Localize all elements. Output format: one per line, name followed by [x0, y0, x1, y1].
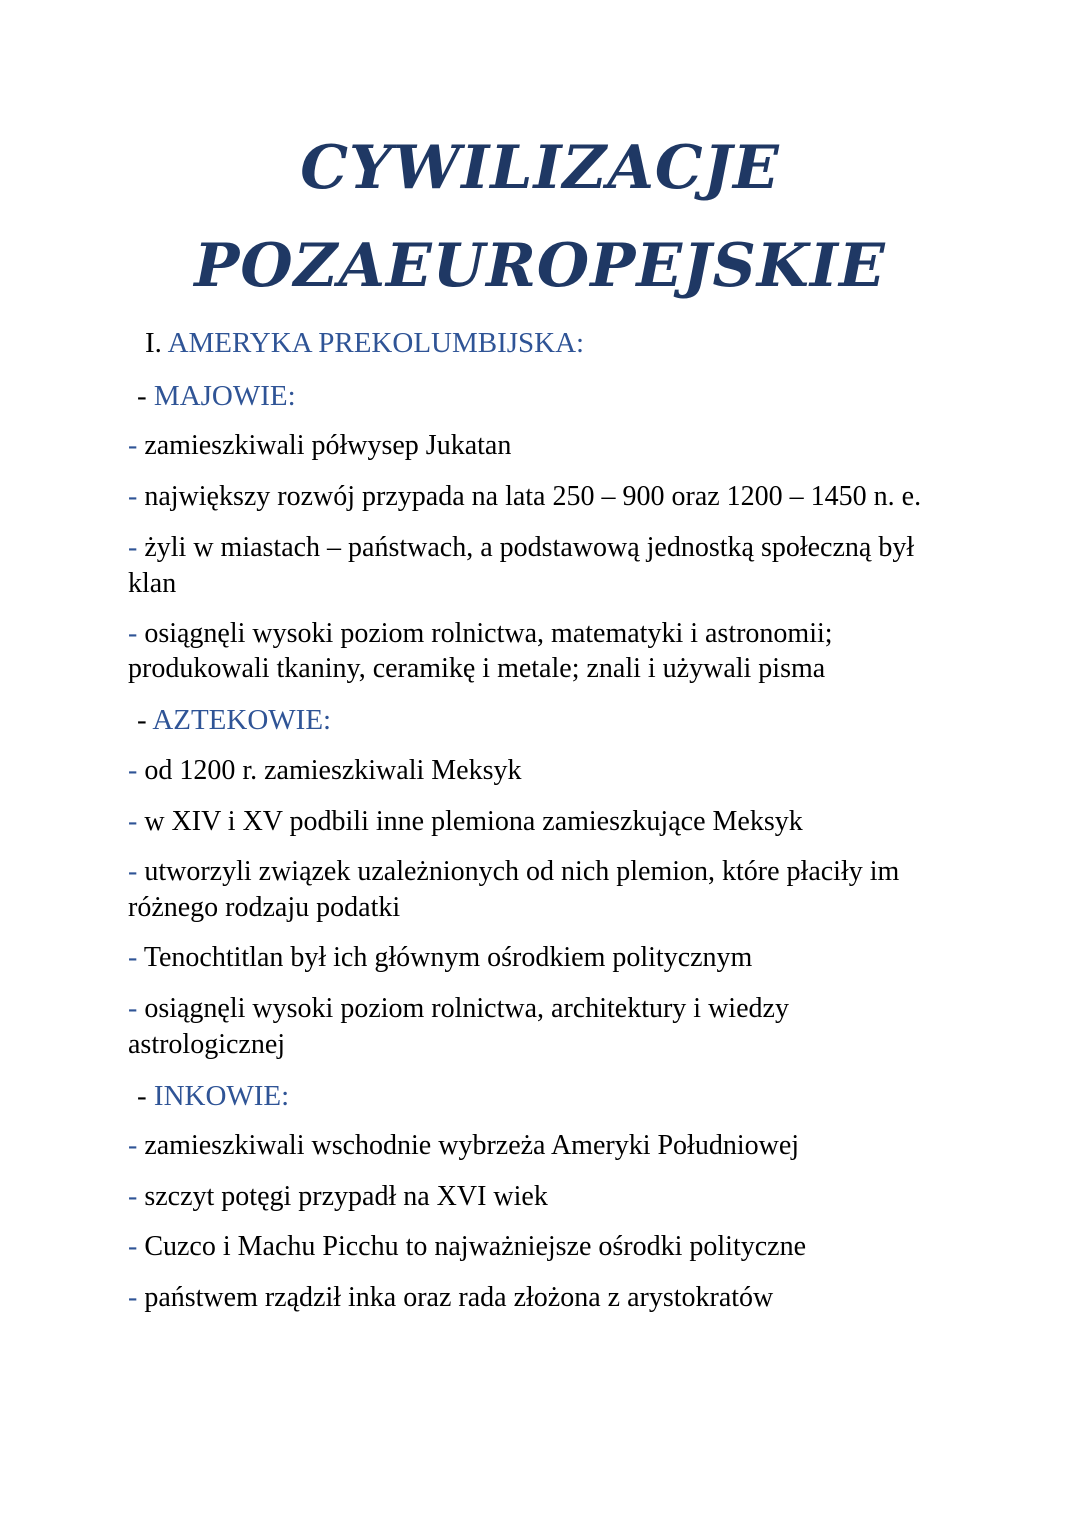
bullet-text: klan [128, 568, 177, 599]
bullet-text: zamieszkiwali półwysep Jukatan [144, 430, 512, 461]
bullet-item [128, 479, 921, 515]
bullet-item [128, 1128, 799, 1164]
bullet-text: Cuzco i Machu Picchu to najważniejsze ośrodki polityczne [144, 1231, 807, 1262]
section-heading [145, 325, 584, 361]
bullet-dash: - [128, 481, 145, 512]
bullet-item [128, 940, 752, 976]
bullet-item [128, 616, 833, 652]
bullet-text: produkowali tkaniny, ceramikę i metale; znali i używali pisma [128, 653, 826, 684]
bullet-item [128, 804, 803, 840]
bullet-item [128, 753, 521, 789]
bullet-item-continuation [128, 651, 825, 687]
bullet-item [128, 428, 511, 464]
bullet-dash: - [128, 942, 144, 973]
bullet-item [128, 1229, 806, 1265]
bullet-text: od 1200 r. zamieszkiwali Meksyk [144, 755, 522, 786]
bullet-item [128, 991, 789, 1027]
group-heading: - MAJOWIE: [137, 380, 296, 412]
bullet-text: astrologicznej [128, 1029, 286, 1060]
bullet-dash: - [128, 532, 145, 563]
bullet-item [128, 1280, 773, 1316]
group-heading-text: MAJOWIE: [153, 380, 296, 412]
group-heading-text: INKOWIE: [153, 1080, 290, 1112]
bullet-dash: - [128, 1282, 145, 1313]
bullet-dash: - [128, 618, 145, 649]
group-heading: - INKOWIE: [137, 1080, 290, 1112]
bullet-item [128, 854, 899, 890]
group-heading-text: AZTEKOWIE: [152, 704, 332, 736]
bullet-item [128, 530, 914, 566]
bullet-text: szczyt potęgi przypadł na XVI wiek [144, 1181, 548, 1212]
bullet-dash: - [128, 1231, 145, 1262]
bullet-text: osiągnęli wysoki poziom rolnictwa, architektury i wiedzy [144, 993, 789, 1024]
group-heading: - AZTEKOWIE: [137, 704, 332, 736]
bullet-text: różnego rodzaju podatki [128, 892, 401, 923]
bullet-text: największy rozwój przypada na lata 250 – 900 oraz 1200 – 1450 n. e. [144, 481, 922, 512]
bullet-dash: - [128, 856, 145, 887]
bullet-text: utworzyli związek uzależnionych od nich plemion, które płaciły im [144, 856, 900, 887]
document-title-line-2: POZAEUROPEJSKIE [194, 231, 886, 301]
section-number: I. [145, 327, 162, 359]
bullet-dash: - [128, 430, 145, 461]
bullet-dash: - [128, 806, 145, 837]
document-title-line-1: CYWILIZACJE [300, 133, 780, 203]
bullet-text: państwem rządził inka oraz rada złożona z arystokratów [144, 1282, 774, 1313]
bullet-item-continuation [128, 890, 400, 926]
bullet-text: zamieszkiwali wschodnie wybrzeża Ameryki Południowej [144, 1130, 800, 1161]
bullet-dash: - [128, 755, 145, 786]
bullet-item-continuation [128, 566, 176, 602]
bullet-dash: - [128, 993, 145, 1024]
bullet-item-continuation [128, 1027, 285, 1063]
bullet-text: Tenochtitlan był ich głównym ośrodkiem politycznym [143, 942, 753, 973]
bullet-text: żyli w miastach – państwach, a podstawową jednostką społeczną był [144, 532, 915, 563]
bullet-dash: - [128, 1181, 145, 1212]
bullet-item [128, 1179, 548, 1215]
section-title: AMERYKA PREKOLUMBIJSKA: [167, 327, 585, 359]
bullet-text: w XIV i XV podbili inne plemiona zamieszkujące Meksyk [144, 806, 803, 837]
bullet-dash: - [128, 1130, 145, 1161]
bullet-text: osiągnęli wysoki poziom rolnictwa, matematyki i astronomii; [144, 618, 833, 649]
